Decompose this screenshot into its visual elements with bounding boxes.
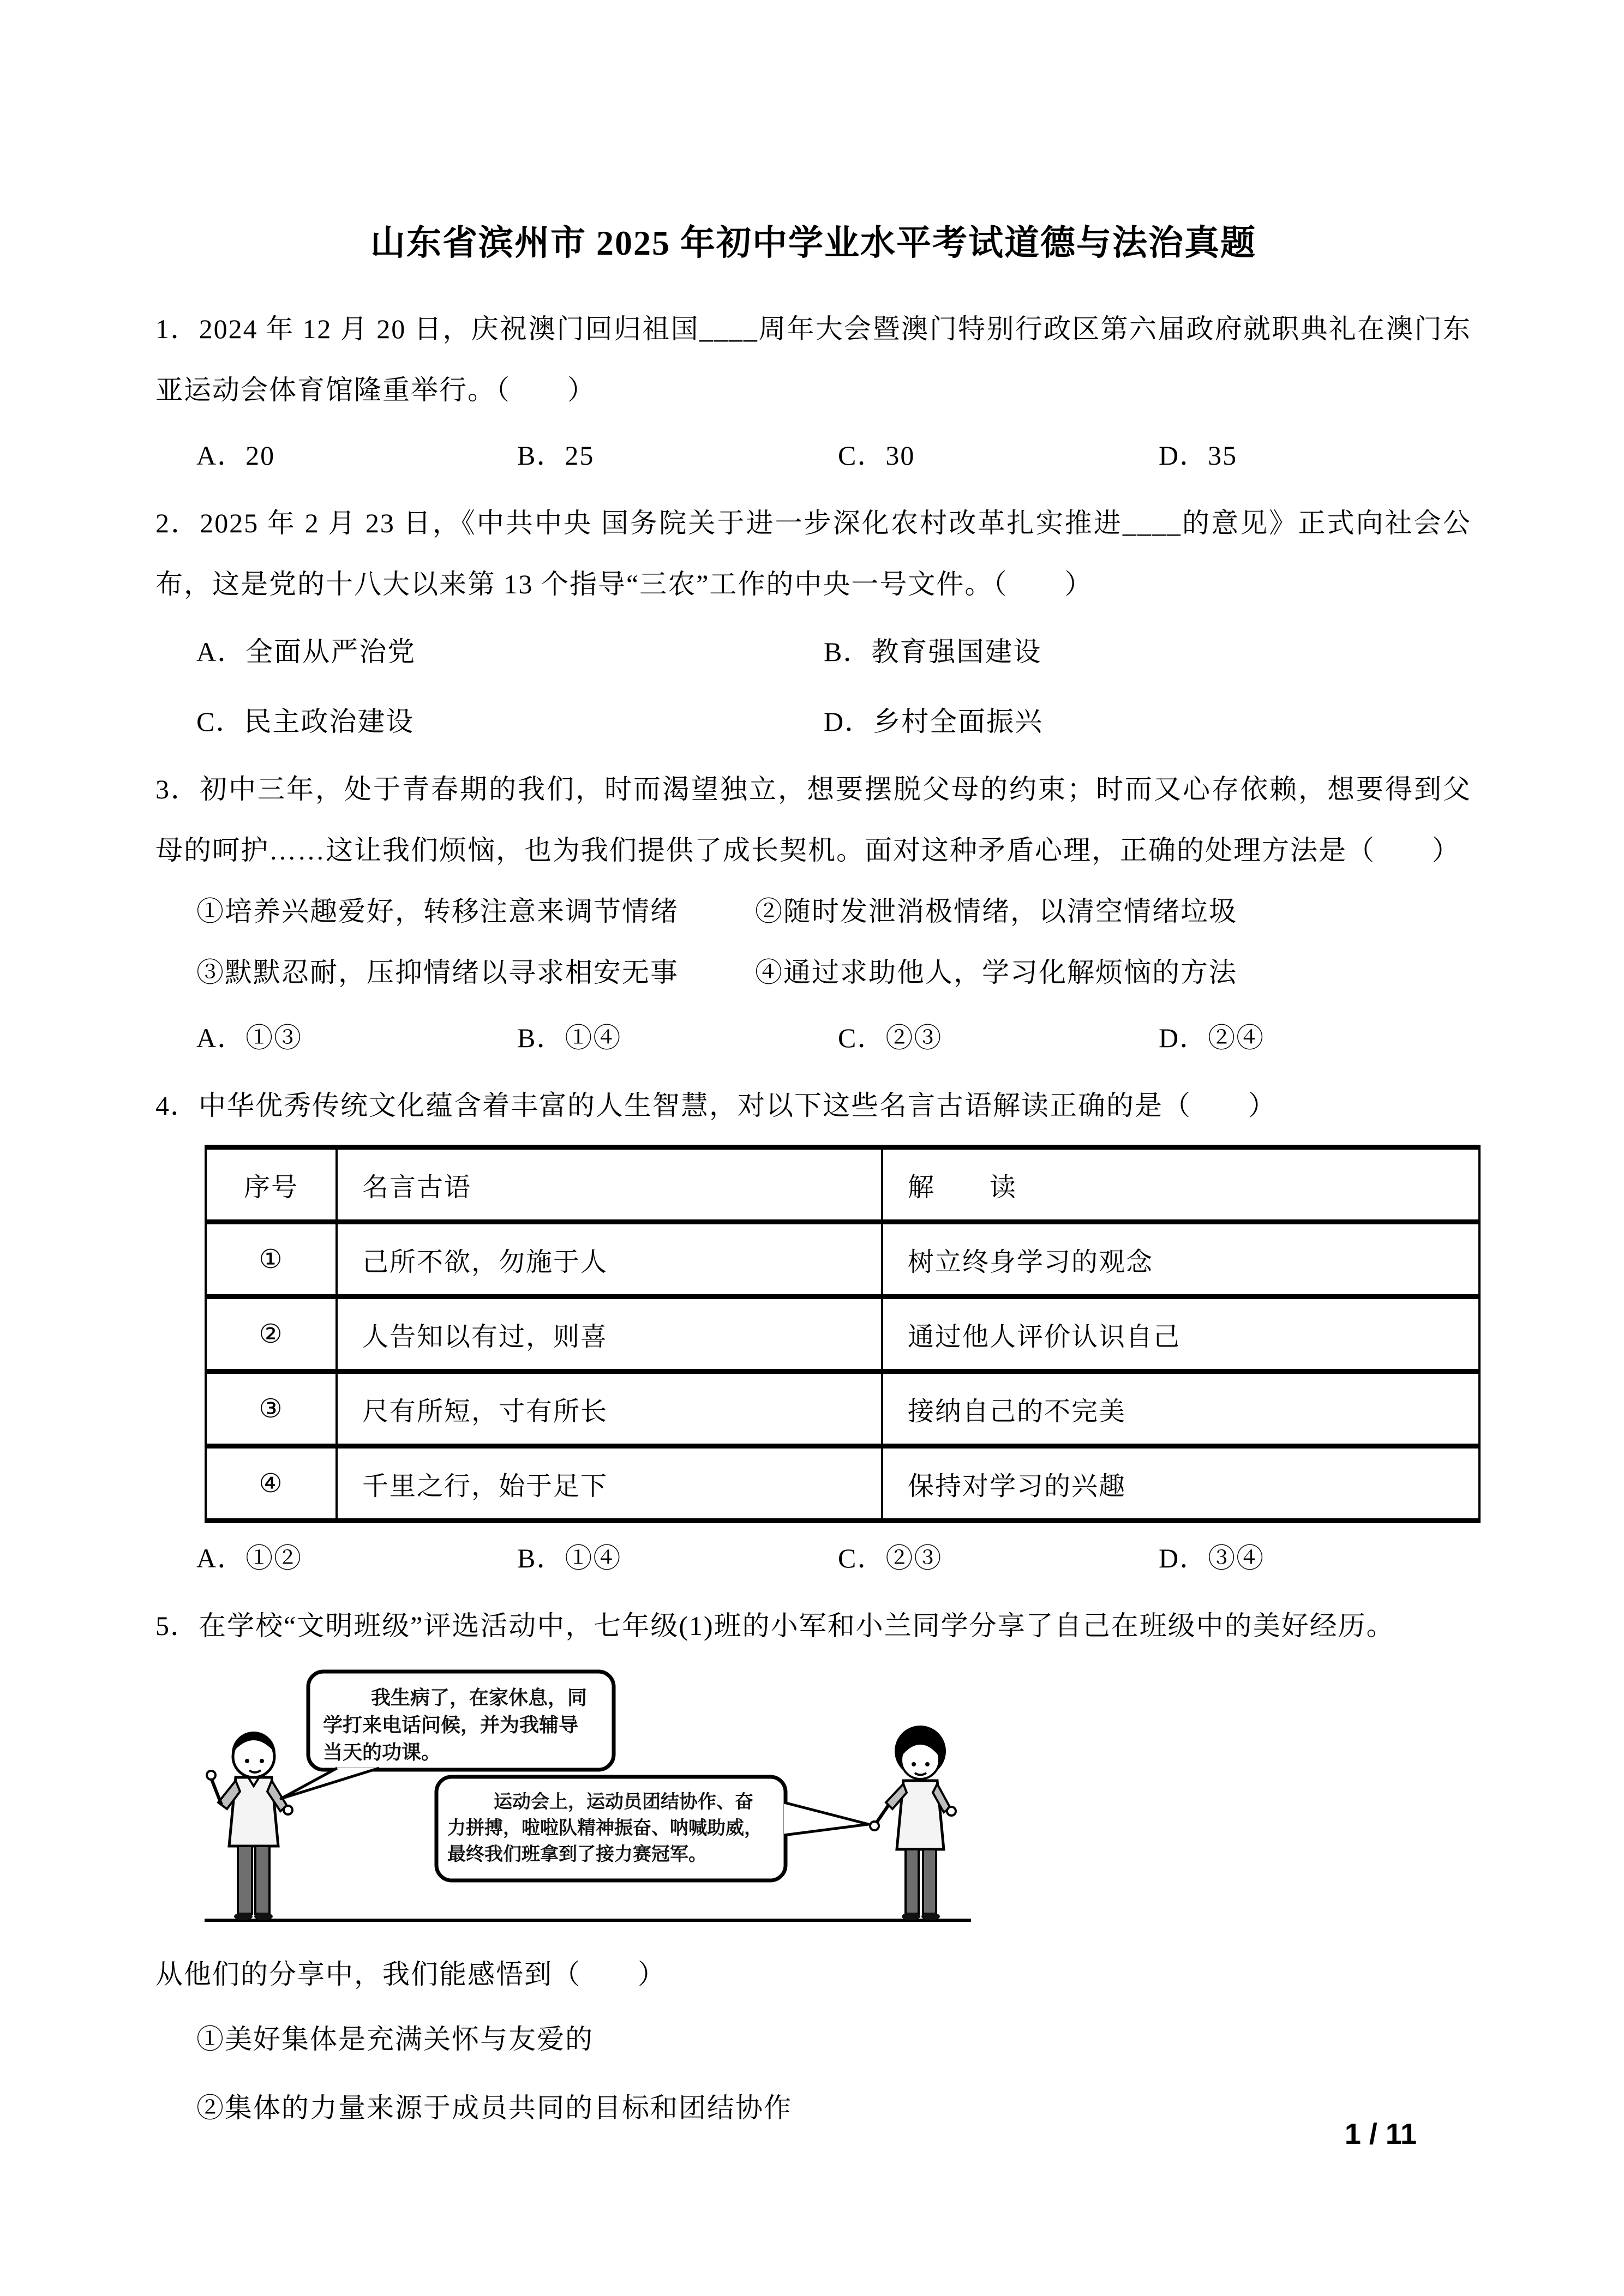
option-text: ②④ bbox=[1208, 1023, 1265, 1053]
option-a bbox=[196, 1007, 517, 1068]
question-1 bbox=[155, 298, 1471, 486]
bubble-tail bbox=[281, 1768, 379, 1799]
option-label: A． bbox=[196, 1543, 246, 1573]
option-label: B． bbox=[824, 636, 872, 667]
statement-3: ③默默忍耐，压抑情绪以寻求相安无事 bbox=[196, 957, 679, 988]
option-label: B． bbox=[517, 1023, 565, 1053]
option-text: ②③ bbox=[885, 1543, 943, 1573]
cell-quote: 尺有所短，寸有所长 bbox=[337, 1372, 882, 1446]
quotes-table bbox=[205, 1145, 1481, 1523]
bubble-2-line-2: 力拼搏，啦啦队精神振奋、呐喊助威， bbox=[447, 1818, 763, 1838]
page-number: 1 / 11 bbox=[1344, 2118, 1417, 2150]
bubble-1-line-2: 学打来电话问候，并为我辅导 bbox=[323, 1714, 579, 1736]
cell-quote: 千里之行，始于足下 bbox=[337, 1446, 882, 1521]
bubble-1-line-3: 当天的功课。 bbox=[323, 1741, 441, 1763]
option-a bbox=[196, 425, 517, 486]
bubble-1-line-1: 我生病了，在家休息，同 bbox=[371, 1686, 588, 1709]
statement-1: ①培养兴趣爱好，转移注意来调节情绪 bbox=[196, 896, 679, 927]
option-b bbox=[824, 621, 1471, 682]
statement-1: ①美好集体是充满关怀与友爱的 bbox=[196, 2024, 594, 2054]
option-c bbox=[838, 1528, 1159, 1589]
table-row bbox=[206, 1222, 1479, 1297]
option-a bbox=[196, 1528, 517, 1589]
cell-interpretation: 树立终身学习的观念 bbox=[882, 1222, 1479, 1297]
option-b bbox=[517, 1007, 838, 1068]
option-text: 教育强国建设 bbox=[871, 636, 1042, 667]
question-body: 在学校“文明班级”评选活动中，七年级(1)班的小军和小兰同学分享了自己在班级中的美好经历。 bbox=[199, 1610, 1395, 1641]
girl-figure bbox=[870, 1726, 956, 1920]
option-label: D． bbox=[824, 706, 873, 737]
option-text: 25 bbox=[565, 440, 595, 471]
option-b bbox=[517, 1528, 838, 1589]
table-header-row bbox=[206, 1147, 1479, 1222]
option-label: C． bbox=[838, 440, 886, 471]
question-body: 初中三年，处于青春期的我们，时而渴望独立，想要摆脱父母的约束；时而又心存依赖，想要得到父母的呵护……这让我们烦恼，也为我们提供了成长契机。面对这种矛盾心理，正确的处理方法是（ ） bbox=[155, 774, 1471, 865]
option-label: A． bbox=[196, 636, 246, 667]
option-text: ③④ bbox=[1208, 1543, 1265, 1573]
cell-interpretation: 保持对学习的兴趣 bbox=[882, 1446, 1479, 1521]
option-label: C． bbox=[838, 1023, 886, 1053]
option-c bbox=[196, 691, 824, 752]
question-3-statements-row-1 bbox=[155, 881, 1471, 942]
option-text: ①② bbox=[245, 1543, 303, 1573]
option-c bbox=[838, 425, 1159, 486]
question-number: 5． bbox=[155, 1610, 199, 1641]
question-number: 4． bbox=[155, 1090, 199, 1121]
question-1-options bbox=[155, 425, 1471, 486]
question-body: 2025 年 2 月 23 日，《中共中央 国务院关于进一步深化农村改革扎实推进____的意见》正式向社会公布，这是党的十八大以来第 13 个指导“三农”工作的中央一号文件。（ ） bbox=[155, 508, 1472, 599]
option-label: B． bbox=[517, 1543, 565, 1573]
question-3-options bbox=[155, 1007, 1471, 1068]
option-label: A． bbox=[196, 440, 246, 471]
option-a bbox=[196, 621, 824, 682]
option-c bbox=[838, 1007, 1159, 1068]
option-text: 乡村全面振兴 bbox=[873, 706, 1044, 737]
question-4-options bbox=[155, 1528, 1471, 1589]
table-row bbox=[206, 1372, 1479, 1446]
question-number: 3． bbox=[155, 774, 200, 804]
question-body: 2024 年 12 月 20 日，庆祝澳门回归祖国____周年大会暨澳门特别行政区第六届政府就职典礼在澳门东亚运动会体育馆隆重举行。（ ） bbox=[155, 314, 1472, 405]
option-text: ②③ bbox=[885, 1023, 943, 1053]
option-text: ①④ bbox=[565, 1543, 622, 1573]
cell-index: ④ bbox=[206, 1446, 337, 1521]
table-row bbox=[206, 1297, 1479, 1372]
option-d bbox=[824, 691, 1471, 752]
question-number: 2． bbox=[155, 508, 200, 538]
cell-index: ① bbox=[206, 1222, 337, 1297]
question-5-text bbox=[155, 1595, 1471, 1656]
students-sharing-scene bbox=[196, 1665, 976, 1940]
cell-index: ② bbox=[206, 1297, 337, 1372]
boy-figure bbox=[207, 1732, 292, 1920]
q5-illustration bbox=[196, 1665, 976, 1940]
page-title: 山东省滨州市 2025 年初中学业水平考试道德与法治真题 bbox=[370, 224, 1256, 262]
statement-2: ②集体的力量来源于成员共同的目标和团结协作 bbox=[196, 2093, 792, 2123]
option-label: B． bbox=[517, 440, 565, 471]
table-row bbox=[206, 1446, 1479, 1521]
question-4 bbox=[155, 1075, 1471, 1589]
cell-quote: 人告知以有过，则喜 bbox=[337, 1297, 882, 1372]
option-b bbox=[517, 425, 838, 486]
option-d bbox=[1159, 425, 1237, 486]
question-3 bbox=[155, 759, 1471, 1068]
option-d bbox=[1159, 1528, 1265, 1589]
option-label: D． bbox=[1159, 440, 1208, 471]
option-label: D． bbox=[1159, 1543, 1208, 1573]
option-label: C． bbox=[196, 706, 244, 737]
bubble-2-line-3: 最终我们班拿到了接力赛冠军。 bbox=[447, 1844, 707, 1865]
option-label: A． bbox=[196, 1023, 246, 1053]
cell-interpretation: 通过他人评价认识自己 bbox=[882, 1297, 1479, 1372]
question-body: 中华优秀传统文化蕴含着丰富的人生智慧，对以下这些名言古语解读正确的是（ ） bbox=[199, 1090, 1277, 1121]
option-text: 全面从严治党 bbox=[245, 636, 416, 667]
option-label: D． bbox=[1159, 1023, 1208, 1053]
header-cell-index: 序号 bbox=[206, 1147, 337, 1222]
question-4-text bbox=[155, 1075, 1471, 1136]
bubble-2-line-1: 运动会上，运动员团结协作、奋 bbox=[494, 1792, 753, 1812]
cell-index: ③ bbox=[206, 1372, 337, 1446]
question-1-text bbox=[155, 298, 1471, 420]
page-content bbox=[155, 218, 1471, 2142]
question-3-statements-row-2 bbox=[155, 942, 1471, 1003]
cell-interpretation: 接纳自己的不完美 bbox=[882, 1372, 1479, 1446]
question-2 bbox=[155, 492, 1471, 752]
question-5 bbox=[155, 1595, 1471, 2142]
statement-4: ④通过求助他人，学习化解烦恼的方法 bbox=[755, 957, 1237, 988]
option-text: 30 bbox=[885, 440, 915, 471]
option-text: ①④ bbox=[565, 1023, 622, 1053]
question-5-prompt: 从他们的分享中，我们能感悟到（ ） bbox=[155, 1959, 666, 1990]
cell-quote: 己所不欲，勿施于人 bbox=[337, 1222, 882, 1297]
question-2-text bbox=[155, 492, 1471, 615]
bubble-tail bbox=[784, 1802, 868, 1835]
header-cell-interpretation: 解 读 bbox=[882, 1147, 1479, 1222]
header-cell-quote: 名言古语 bbox=[337, 1147, 882, 1222]
option-label: C． bbox=[838, 1543, 886, 1573]
option-text: 20 bbox=[245, 440, 275, 471]
question-3-text bbox=[155, 759, 1471, 881]
speech-bubble-2 bbox=[436, 1777, 868, 1880]
option-d bbox=[1159, 1007, 1265, 1068]
question-number: 1． bbox=[155, 314, 199, 344]
option-text: 民主政治建设 bbox=[244, 706, 415, 737]
option-text: ①③ bbox=[245, 1023, 303, 1053]
question-2-options bbox=[155, 621, 1471, 752]
statement-2: ②随时发泄消极情绪，以清空情绪垃圾 bbox=[755, 896, 1237, 927]
option-text: 35 bbox=[1208, 440, 1238, 471]
